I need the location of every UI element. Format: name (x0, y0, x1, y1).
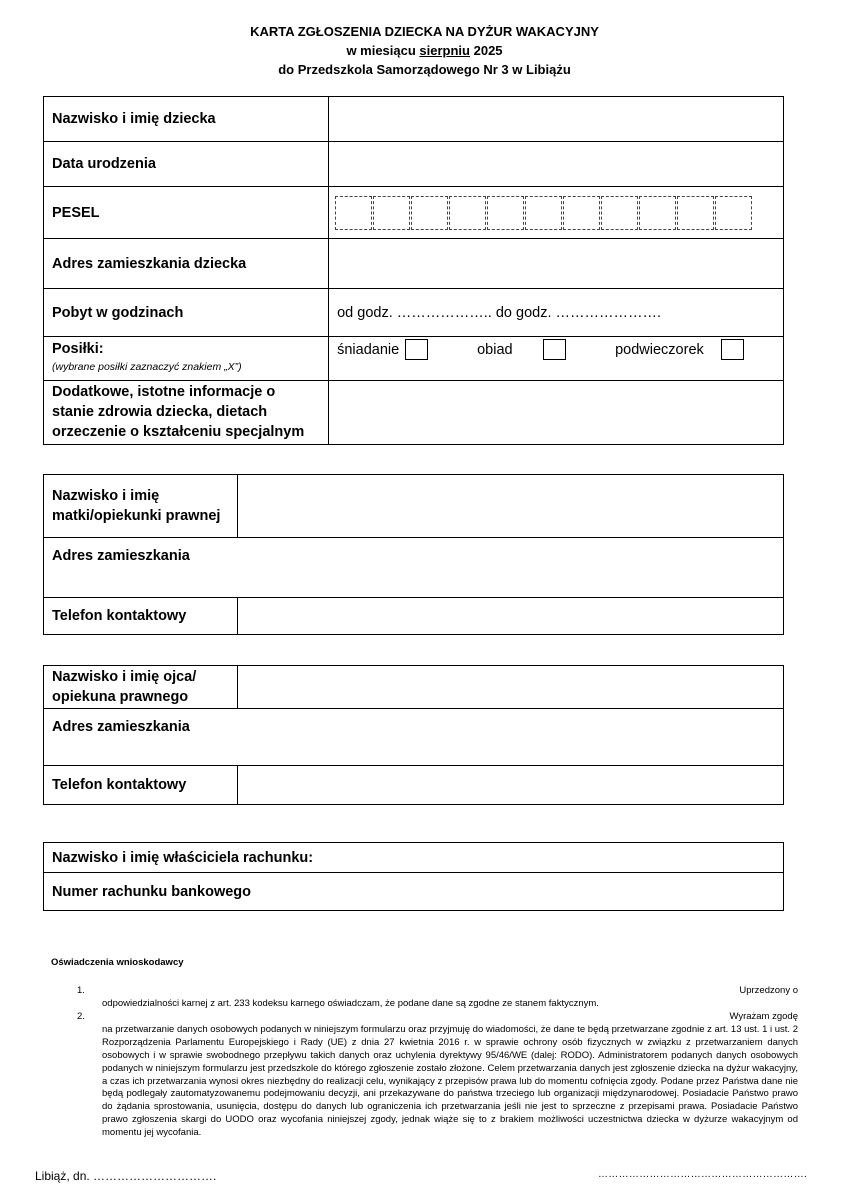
meal-breakfast-checkbox[interactable] (405, 339, 428, 360)
mother-phone-field[interactable] (237, 598, 783, 635)
hours-label: Pobyt w godzinach (44, 289, 329, 337)
declaration-2-text: na przetwarzanie danych osobowych podanych w niniejszym formularzu oraz przyjmuję do wiadomości, że dane te będą przetwarzane zgodnie z art. 13 ust. 1 i ust. 2 Rozporządzenia Parlamentu Europejskiego i Rady (UE) z dnia 27 kwietnia 2016 r. w sprawie ochrony osób fizycznych w związku z przetwarzaniem danych osobowych i w sprawie swobodnego przepływu takich danych oraz uchylenia dyrektywy 95/46/WE (dalej: RODO). Administratorem podanych danych osobowych podanych w niniejszym formularzu jest przedszkole do którego zgłoszenie zostało złożone. Celem przetwarzania danych jest zgłoszenie dziecka na dyżur wakacyjny, a czas ich przetwarzania wynosi okres niezbędny do realizacji celu, wynikający z przepisów prawa lub do momentu cofnięcia zgody. Podane przez Państwa dane nie będą podlegały zautomatyzowanemu podejmowaniu decyzji, ani przekazywane do państwa trzeciego lub organizacji międzynarodowej. Posiadacie Państwo prawo do żądania sprostowania, usunięcia, dostępu do danych lub ograniczenia ich przetwarzania jeśli nie jest to sprzeczne z przepisami prawa. Posiadacie Państwo prawo zgłoszenia skargi do UODO oraz wycofania niniejszej zgody, jednak wiąże się to z brakiem możliwości uczestnictwa dziecka w dyżurze wakacyjnym od momentu jej wycofania. (102, 1023, 798, 1139)
pesel-box[interactable] (487, 196, 524, 230)
meals-label-cell (44, 337, 329, 381)
pesel-box[interactable] (525, 196, 562, 230)
child-table (43, 96, 784, 445)
father-phone-field[interactable] (237, 766, 783, 805)
father-phone-label: Telefon kontaktowy (44, 766, 238, 805)
pesel-label: PESEL (44, 187, 329, 239)
father-address-label[interactable]: Adres zamieszkania (44, 709, 784, 766)
father-name-field[interactable] (237, 666, 783, 709)
pesel-box[interactable] (449, 196, 486, 230)
meals-note: (wybrane posiłki zaznaczyć znakiem „X”) (52, 361, 242, 373)
pesel-box[interactable] (601, 196, 638, 230)
birth-date-label: Data urodzenia (44, 142, 329, 187)
pesel-box[interactable] (563, 196, 600, 230)
account-number-label[interactable]: Numer rachunku bankowego (44, 873, 784, 911)
pesel-box[interactable] (335, 196, 372, 230)
declaration-1 (77, 985, 798, 1011)
account-table (43, 842, 784, 911)
hours-field[interactable]: od godz. ……………….. do godz. …………………. (329, 289, 784, 337)
mother-name-label: Nazwisko i imię matki/opiekunki prawnej (44, 475, 238, 538)
title-line-2: w miesiącu sierpniu 2025 (346, 43, 503, 58)
pesel-box[interactable] (677, 196, 714, 230)
meal-lunch-checkbox[interactable] (543, 339, 566, 360)
child-name-field[interactable] (329, 97, 784, 142)
place-date[interactable]: Libiąż, dn. …………………………. (35, 1169, 217, 1183)
child-address-label: Adres zamieszkania dziecka (44, 239, 329, 289)
meals-field (329, 337, 784, 381)
account-owner-label[interactable]: Nazwisko i imię właściciela rachunku: (44, 843, 784, 873)
pesel-box[interactable] (373, 196, 410, 230)
mother-phone-label: Telefon kontaktowy (44, 598, 238, 635)
title-line-1: KARTA ZGŁOSZENIA DZIECKA NA DYŻUR WAKACYJNY (250, 24, 599, 39)
child-address-field[interactable] (329, 239, 784, 289)
mother-name-field[interactable] (237, 475, 783, 538)
pesel-box[interactable] (639, 196, 676, 230)
child-name-label: Nazwisko i imię dziecka (44, 97, 329, 142)
extra-info-field[interactable] (329, 381, 784, 445)
title-line-3: do Przedszkola Samorządowego Nr 3 w Libiążu (278, 62, 571, 77)
meal-snack-label: podwieczorek (615, 341, 704, 358)
father-table (43, 665, 784, 805)
declaration-1-text: odpowiedzialności karnej z art. 233 kodeksu karnego oświadczam, że podane dane są zgodne ze stanem faktycznym. (102, 997, 599, 1009)
pesel-box[interactable] (411, 196, 448, 230)
pesel-box[interactable] (715, 196, 752, 230)
pesel-digit-boxes[interactable] (335, 196, 775, 230)
birth-date-field[interactable] (329, 142, 784, 187)
declarations-title: Oświadczenia wnioskodawcy (51, 957, 184, 968)
father-name-label: Nazwisko i imię ojca/ opiekuna prawnego (44, 666, 238, 709)
mother-address-label[interactable]: Adres zamieszkania (44, 538, 784, 598)
form-title (0, 22, 849, 79)
meal-lunch-label: obiad (477, 341, 513, 358)
month: sierpniu (419, 43, 470, 58)
mother-table (43, 474, 784, 635)
meals-label: Posiłki: (52, 341, 104, 357)
meal-breakfast-label: śniadanie (337, 341, 400, 358)
declaration-2-number: 2. (77, 1011, 85, 1022)
declaration-1-head: Uprzedzony o (739, 985, 798, 996)
meal-snack-checkbox[interactable] (721, 339, 744, 360)
declaration-1-number: 1. (77, 985, 85, 996)
signature-line[interactable]: ……………………………………………………. (598, 1169, 808, 1180)
declaration-2-head: Wyrażam zgodę (729, 1011, 798, 1022)
extra-info-label: Dodatkowe, istotne informacje o stanie zdrowia dziecka, dietach orzeczenie o kształceniu specjalnym (44, 381, 329, 445)
declaration-2 (77, 1011, 798, 1140)
pesel-field[interactable] (329, 187, 784, 239)
